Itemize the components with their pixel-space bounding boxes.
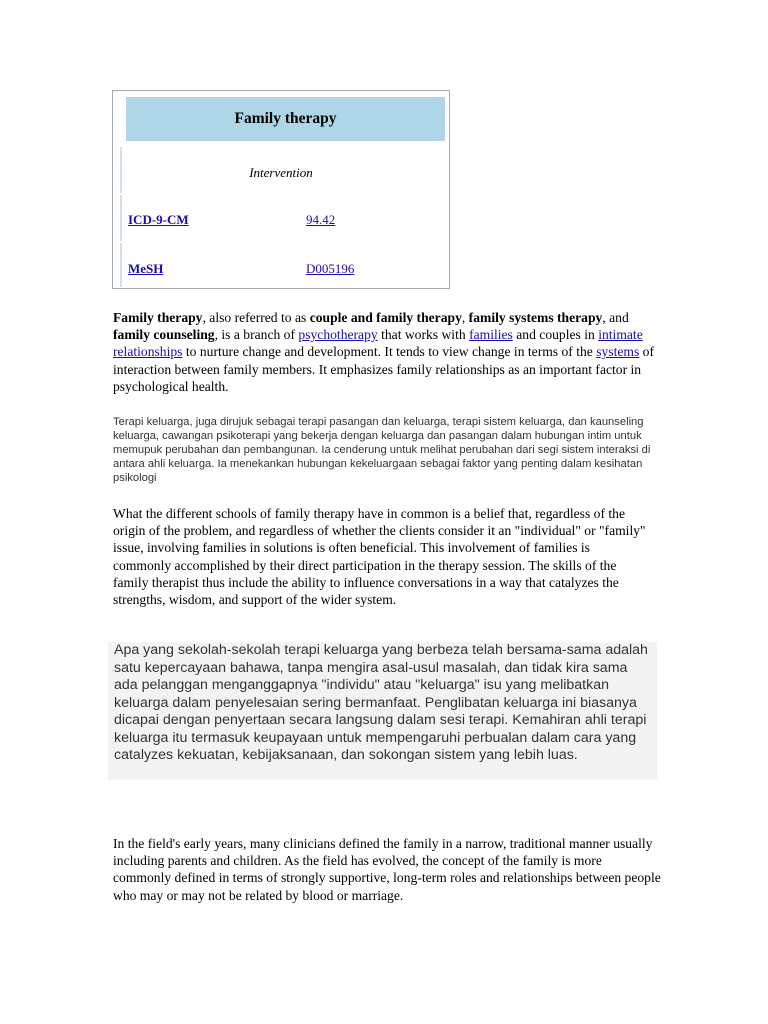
psychotherapy-link[interactable]: psychotherapy — [298, 327, 378, 343]
text-run: , also referred to as — [202, 310, 310, 325]
infobox-divider — [120, 243, 122, 287]
infobox-subtitle: Intervention — [249, 165, 313, 180]
systems-link[interactable]: systems — [596, 344, 640, 360]
infobox-title: Family therapy — [126, 97, 445, 141]
bold-term: Family therapy — [113, 310, 203, 325]
text-run: , — [461, 310, 469, 325]
intro-paragraph — [113, 309, 661, 395]
mesh-label-link[interactable]: MeSH — [128, 261, 164, 276]
intimate-relationships-link[interactable]: intimate relationships — [113, 327, 643, 360]
text-run: , and — [602, 310, 629, 325]
text-run: and couples in — [512, 327, 599, 343]
text-run: to nurture change and development. It tends to view change in terms of the — [182, 344, 597, 360]
bold-term: couple and family therapy — [309, 310, 462, 325]
infobox-divider — [120, 195, 122, 241]
mesh-value-link[interactable]: D005196 — [306, 261, 355, 276]
text-run: that works with — [377, 327, 470, 343]
text-run: of interaction between family members. It emphasizes family relationships as an important factor in psychological health. — [113, 344, 655, 394]
families-link[interactable]: families — [469, 327, 513, 343]
body-paragraph-2: What the different schools of family therapy have in common is a belief that, regardless of the origin of the problem, and regardless of whether the clients consider it an "individual" or "family" issue, involving families in solutions is often beneficial. This involvement of families is commonly accomplished by their direct participation in the therapy session. The skills of the family therapist thus include the ability to influence conversations in a way that catalyzes the strengths, wisdom, and support of the wider system. — [113, 506, 646, 608]
icd9-value-link[interactable]: 94.42 — [306, 212, 336, 227]
infobox-row-icd9 — [128, 212, 336, 228]
infobox-row-mesh — [128, 261, 355, 277]
infobox — [112, 90, 450, 289]
translation-paragraph-2: Apa yang sekolah-sekolah terapi keluarga yang berbeza telah bersama-sama adalah satu kepercayaan bahawa, tanpa mengira asal-usul masalah, dan tidak kira sama ada pelanggan menganggapnya "individu" atau "keluarga" isu yang melibatkan keluarga dalam penyelesaian sering bermanfaat. Penglibatan keluarga ini biasanya dicapai dengan penyertaan secara langsung dalam sesi terapi. Kemahiran ahli terapi keluarga itu termasuk keupayaan untuk mempengaruhi perbualan dalam cara yang catalyzes kekuatan, kebijaksanaan, dan sokongan sistem yang lebih luas. — [108, 642, 657, 780]
bold-term: family counseling — [113, 327, 215, 343]
text-run: , is a branch of — [214, 327, 299, 343]
translation-paragraph-1: Terapi keluarga, juga dirujuk sebagai terapi pasangan dan keluarga, terapi sistem keluarga, dan kaunseling keluarga, cawangan psikoterapi yang bekerja dengan keluarga dan pasangan dalam hubungan intim untuk memupuk perubahan dan pembangunan. Ia cenderung untuk melihat perubahan dari segi sistem interaksi di antara ahli keluarga. Ia menekankan hubungan kekeluargaan sebagai faktor yang penting dalam kesihatan psikologi — [113, 416, 651, 485]
bold-term: family systems therapy — [468, 310, 603, 325]
icd9-label-link[interactable]: ICD-9-CM — [128, 212, 189, 227]
body-paragraph-3: In the field's early years, many clinicians defined the family in a narrow, traditional manner usually including parents and children. As the field has evolved, the concept of the family is more commonly defined in terms of strongly supportive, long-term roles and relationships between people who may or may not be related by blood or marriage. — [113, 836, 661, 903]
